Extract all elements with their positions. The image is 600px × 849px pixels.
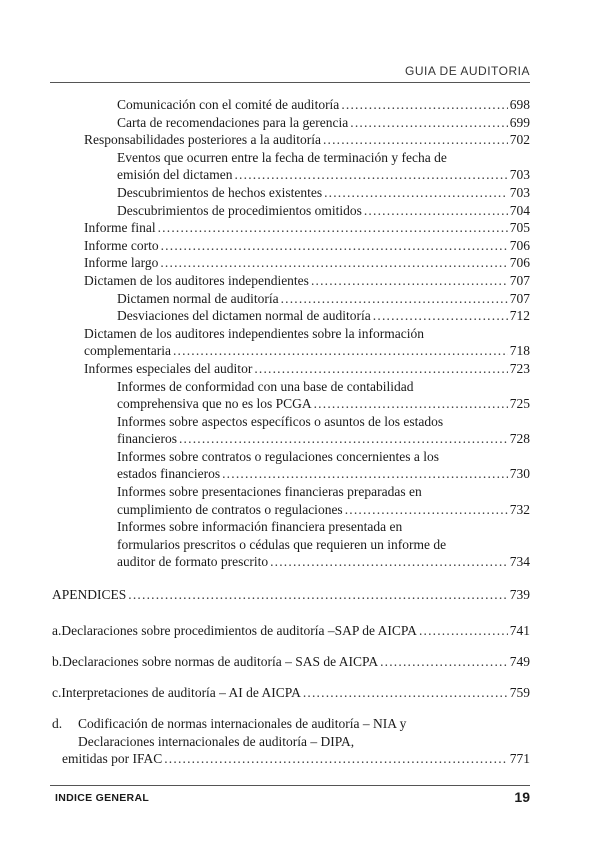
toc-entry-text: Informes sobre contratos o regulaciones concernientes a los bbox=[117, 448, 440, 464]
appendix-text: Interpretaciones de auditoría – AI de AICPA bbox=[61, 685, 301, 700]
toc-entry-text: formularios prescritos o cédulas que requieren un informe de bbox=[117, 536, 447, 552]
appendix-page-number: 771 bbox=[509, 751, 530, 767]
toc-entry[interactable] bbox=[117, 448, 530, 483]
toc-page-number: 704 bbox=[509, 202, 530, 218]
toc-entry[interactable] bbox=[117, 307, 530, 325]
toc-line bbox=[84, 237, 530, 255]
toc-page-number: 703 bbox=[509, 184, 530, 200]
toc-page-number: 718 bbox=[509, 343, 530, 359]
toc-line bbox=[84, 342, 530, 360]
appendices-page: 739 bbox=[509, 587, 530, 602]
toc-line bbox=[117, 395, 530, 413]
leader-dots bbox=[179, 430, 508, 448]
leader-dots bbox=[234, 166, 507, 184]
toc-line bbox=[84, 219, 530, 237]
toc-line bbox=[117, 413, 530, 431]
toc-line bbox=[117, 149, 530, 167]
toc-entry-text: Informes sobre presentaciones financieras preparadas en bbox=[117, 484, 422, 500]
appendices-title: APENDICES bbox=[52, 587, 127, 602]
appendix-text: Declaraciones sobre normas de auditoría – SAS de AICPA bbox=[62, 654, 379, 669]
toc-entry-text: Dictamen normal de auditoría bbox=[117, 290, 279, 306]
toc-entry-text: Informes sobre aspectos específicos o asuntos de los estados bbox=[117, 413, 444, 429]
leader-dots bbox=[380, 653, 508, 671]
toc-line bbox=[84, 254, 530, 272]
toc-entry-text: Informes sobre información financiera presentada en bbox=[117, 519, 403, 535]
toc-entry[interactable] bbox=[84, 131, 530, 149]
appendix-page-number: 749 bbox=[509, 654, 530, 669]
leader-dots bbox=[222, 465, 508, 483]
appendix-item[interactable] bbox=[52, 653, 530, 671]
toc-line bbox=[117, 518, 530, 536]
toc-entry-text: auditor de formato prescrito bbox=[117, 554, 269, 570]
leader-dots bbox=[254, 360, 507, 378]
leader-dots bbox=[128, 586, 507, 604]
toc-page-number: 706 bbox=[509, 237, 530, 253]
toc-page-number: 723 bbox=[509, 360, 530, 376]
toc-entry-text: Dictamen de los auditores independientes bbox=[84, 272, 309, 288]
toc-line bbox=[117, 290, 530, 308]
toc-page-number: 707 bbox=[509, 272, 530, 288]
leader-dots bbox=[314, 395, 508, 413]
toc-line bbox=[117, 536, 530, 554]
toc-line bbox=[117, 553, 530, 571]
toc-entry[interactable] bbox=[117, 202, 530, 220]
toc-entry-text: Carta de recomendaciones para la gerencia bbox=[117, 114, 349, 130]
leader-dots bbox=[311, 272, 508, 290]
footer-divider bbox=[50, 785, 530, 786]
leader-dots bbox=[270, 553, 508, 571]
leader-dots bbox=[323, 131, 508, 149]
toc-entry-text: emisión del dictamen bbox=[117, 167, 233, 183]
toc-entry[interactable] bbox=[117, 413, 530, 448]
toc-page-number: 698 bbox=[509, 97, 530, 112]
toc-line bbox=[117, 483, 530, 501]
toc-line bbox=[117, 202, 530, 220]
toc-entry[interactable] bbox=[117, 184, 530, 202]
toc-line bbox=[84, 360, 530, 378]
toc-entry-text: Informe corto bbox=[84, 237, 159, 253]
toc-line bbox=[117, 448, 530, 466]
appendix-label: a. bbox=[52, 623, 62, 638]
leader-dots bbox=[345, 501, 508, 519]
toc-entry-text: cumplimiento de contratos o regulaciones bbox=[117, 501, 343, 517]
leader-dots bbox=[364, 202, 508, 220]
leader-dots bbox=[341, 96, 507, 114]
toc-line bbox=[117, 184, 530, 202]
appendix-line bbox=[52, 750, 530, 768]
toc-page-number: 734 bbox=[509, 554, 530, 570]
appendix-text: Declaraciones sobre procedimientos de auditoría –SAP de AICPA bbox=[61, 623, 417, 638]
toc-entry[interactable] bbox=[117, 378, 530, 413]
toc-page-number: 702 bbox=[509, 132, 530, 148]
toc-page-number: 732 bbox=[509, 501, 530, 517]
appendix-text: emitidas por IFAC bbox=[61, 751, 163, 767]
leader-dots bbox=[164, 750, 508, 768]
appendix-page-number: 741 bbox=[509, 623, 530, 638]
appendix-item[interactable] bbox=[52, 715, 530, 768]
leader-dots bbox=[324, 184, 508, 202]
toc-line bbox=[84, 131, 530, 149]
toc-page-number: 712 bbox=[509, 308, 530, 324]
toc-entry[interactable] bbox=[84, 272, 530, 290]
appendix-item[interactable] bbox=[52, 684, 530, 702]
toc-line bbox=[117, 307, 530, 325]
toc-entry-text: Informe largo bbox=[84, 255, 159, 271]
toc-line bbox=[117, 114, 530, 132]
toc-entry[interactable] bbox=[117, 149, 530, 184]
leader-dots bbox=[373, 307, 508, 325]
toc-line bbox=[84, 325, 530, 343]
toc-entry-text: Responsabilidades posteriores a la auditoría bbox=[84, 132, 321, 148]
leader-dots bbox=[158, 219, 508, 237]
toc-entry-text: Comunicación con el comité de auditoría bbox=[117, 97, 340, 112]
toc-entry-text: Informes especiales del auditor bbox=[84, 360, 253, 376]
toc-entry-text: estados financieros bbox=[117, 466, 221, 482]
leader-dots bbox=[303, 684, 508, 702]
toc-page-number: 703 bbox=[509, 167, 530, 183]
running-header: GUIA DE AUDITORIA bbox=[405, 64, 530, 78]
toc-entry-text: Descubrimientos de procedimientos omitidos bbox=[117, 202, 362, 218]
toc-entry[interactable] bbox=[117, 518, 530, 571]
toc-page-number: 730 bbox=[509, 466, 530, 482]
table-of-contents bbox=[84, 96, 530, 571]
toc-line bbox=[117, 378, 530, 396]
toc-entry[interactable] bbox=[84, 237, 530, 255]
appendix-line bbox=[52, 733, 530, 751]
toc-entry[interactable] bbox=[117, 114, 530, 132]
appendix-label: c. bbox=[52, 685, 62, 700]
toc-page-number: 725 bbox=[509, 396, 530, 412]
toc-entry-text: Eventos que ocurren entre la fecha de terminación y fecha de bbox=[117, 149, 447, 165]
toc-line bbox=[117, 465, 530, 483]
appendices-heading[interactable] bbox=[52, 586, 530, 604]
appendix-label: d. bbox=[52, 716, 63, 731]
leader-dots bbox=[350, 114, 508, 132]
toc-line bbox=[117, 166, 530, 184]
appendix-line bbox=[52, 684, 530, 702]
appendix-page-number: 759 bbox=[509, 685, 530, 700]
toc-page-number: 728 bbox=[509, 431, 530, 447]
toc-entry-text: comprehensiva que no es los PCGA bbox=[117, 396, 312, 412]
leader-dots bbox=[173, 342, 508, 360]
leader-dots bbox=[160, 254, 507, 272]
toc-page-number: 707 bbox=[509, 290, 530, 306]
toc-page-number: 699 bbox=[509, 114, 530, 130]
toc-entry-text: complementaria bbox=[84, 343, 171, 359]
appendix-item[interactable] bbox=[52, 622, 530, 640]
toc-entry[interactable] bbox=[84, 254, 530, 272]
toc-entry-text: Desviaciones del dictamen normal de auditoría bbox=[117, 308, 371, 324]
toc-entry-text: Informes de conformidad con una base de contabilidad bbox=[117, 378, 414, 394]
toc-entry[interactable] bbox=[84, 360, 530, 378]
toc-entry[interactable] bbox=[84, 325, 530, 360]
toc-line bbox=[117, 501, 530, 519]
leader-dots bbox=[281, 290, 508, 308]
toc-entry-text: Informe final bbox=[84, 220, 156, 236]
leader-dots bbox=[419, 622, 508, 640]
page-number: 19 bbox=[514, 789, 530, 805]
appendix-text: Declaraciones internacionales de auditoría – DIPA, bbox=[78, 733, 355, 749]
toc-entry[interactable] bbox=[117, 290, 530, 308]
toc-line bbox=[117, 430, 530, 448]
footer-section: INDICE GENERAL bbox=[55, 792, 150, 804]
appendix-line bbox=[52, 715, 530, 733]
header-divider bbox=[50, 82, 530, 83]
toc-entry[interactable] bbox=[117, 483, 530, 518]
appendix-line bbox=[52, 622, 530, 640]
appendix-label: b. bbox=[52, 654, 63, 669]
leader-dots bbox=[161, 237, 508, 255]
appendix-text: Codificación de normas internacionales de auditoría – NIA y bbox=[78, 716, 407, 731]
toc-line bbox=[117, 96, 530, 114]
appendix-line bbox=[52, 653, 530, 671]
toc-entry-text: financieros bbox=[117, 431, 177, 447]
toc-entry-text: Descubrimientos de hechos existentes bbox=[117, 184, 323, 200]
toc-entry-text: Dictamen de los auditores independientes sobre la información bbox=[84, 325, 425, 341]
toc-page-number: 706 bbox=[509, 255, 530, 271]
toc-page-number: 705 bbox=[509, 220, 530, 236]
toc-entry[interactable] bbox=[84, 219, 530, 237]
toc-entry[interactable] bbox=[117, 96, 530, 114]
toc-line bbox=[84, 272, 530, 290]
